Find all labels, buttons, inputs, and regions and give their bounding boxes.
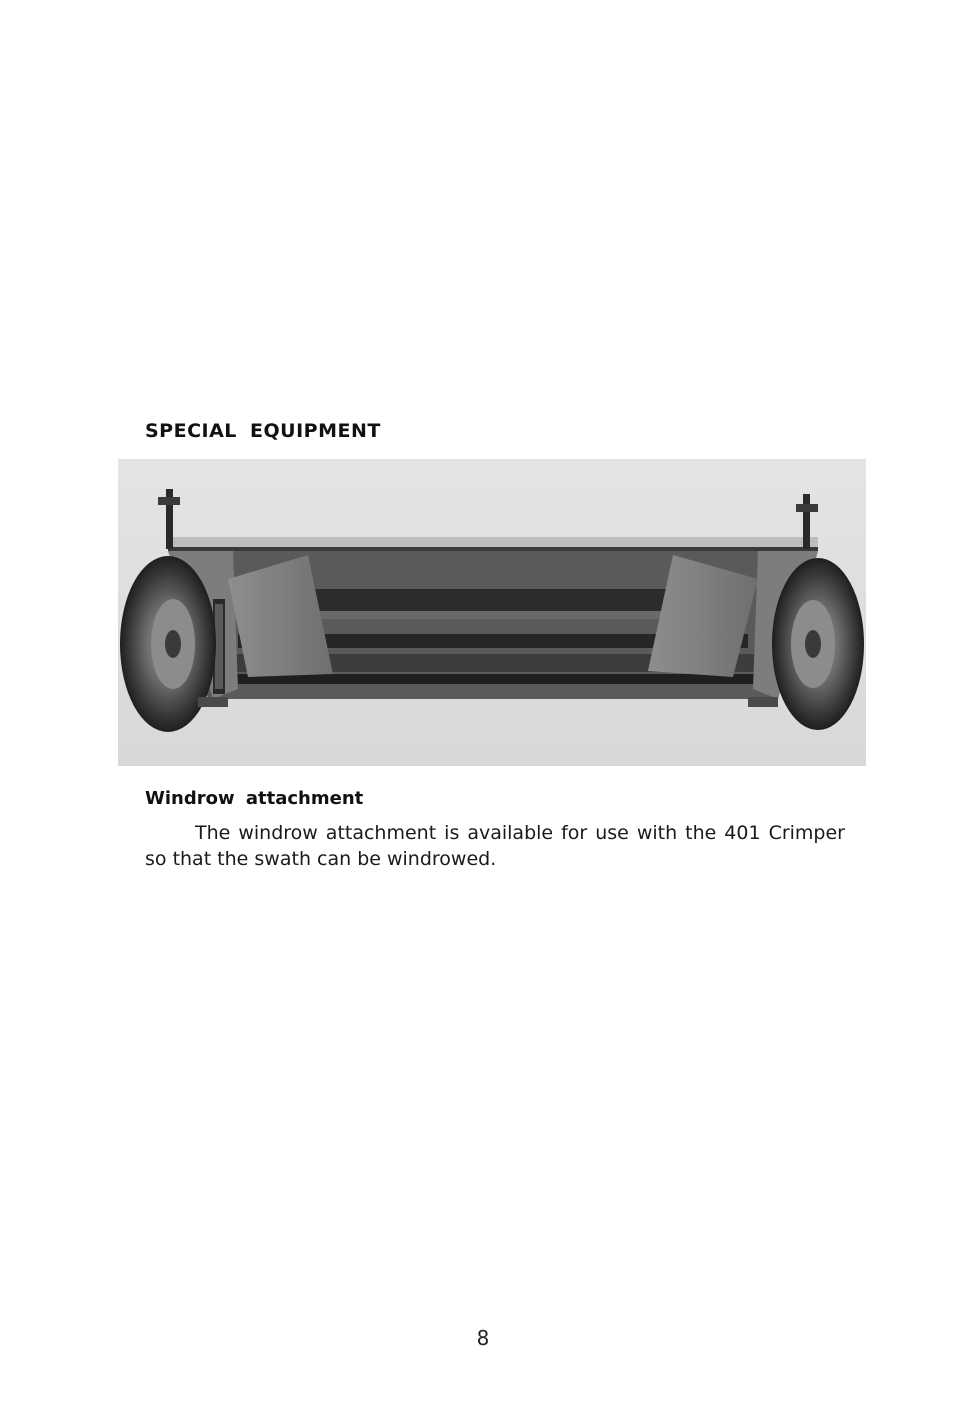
page-number: 8 xyxy=(476,1326,490,1350)
section-title: SPECIAL EQUIPMENT xyxy=(145,420,381,442)
body-paragraph: The windrow attachment is available for use with the 401 Crimper so that the swath can be windrowed. xyxy=(145,822,845,870)
subsection-title: Windrow attachment xyxy=(145,788,364,809)
windrow-attachment-photo xyxy=(118,459,866,766)
machine-illustration xyxy=(118,459,866,766)
